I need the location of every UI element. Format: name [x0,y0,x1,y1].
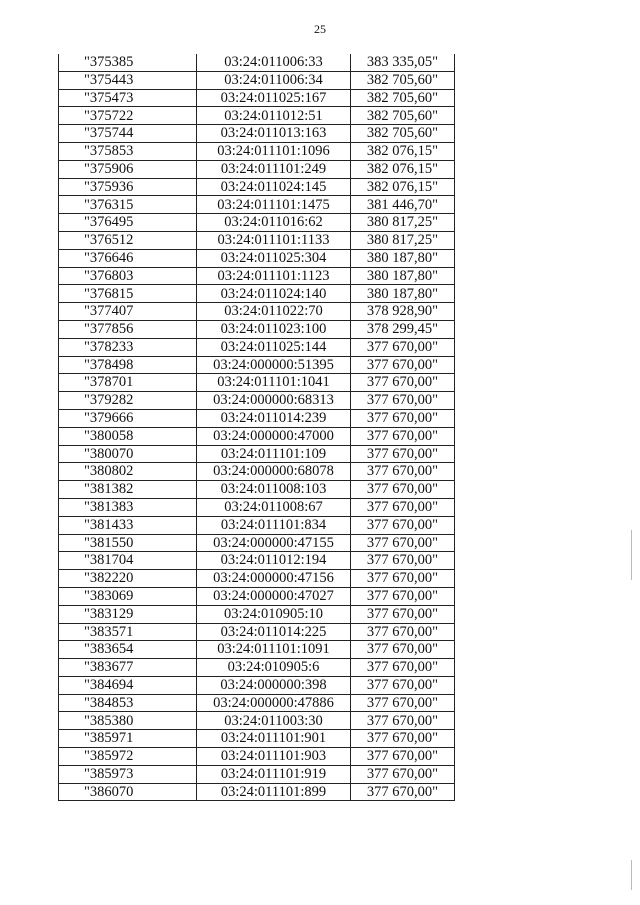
table-row [59,659,455,677]
table-row [59,534,455,552]
amount-cell: 382 076,15" [351,142,455,160]
cadastral-number-cell: 03:24:010905:6 [197,659,351,677]
table-row [59,694,455,712]
table-row [59,338,455,356]
cadastral-number-cell: 03:24:000000:47886 [197,694,351,712]
code-cell: "375853 [59,142,197,160]
amount-cell: 377 670,00" [351,783,455,801]
cadastral-number-cell: 03:24:011025:144 [197,338,351,356]
amount-cell: 382 705,60" [351,71,455,89]
amount-cell: 377 670,00" [351,374,455,392]
cadastral-number-cell: 03:24:011101:901 [197,730,351,748]
table-row [59,481,455,499]
amount-cell: 377 670,00" [351,623,455,641]
table-row [59,285,455,303]
amount-cell: 383 335,05" [351,54,455,71]
code-cell: "381383 [59,498,197,516]
cadastral-number-cell: 03:24:011101:834 [197,516,351,534]
table-row [59,107,455,125]
code-cell: "377856 [59,320,197,338]
code-cell: "375443 [59,71,197,89]
cadastral-number-cell: 03:24:011003:30 [197,712,351,730]
table-row [59,552,455,570]
code-cell: "376512 [59,231,197,249]
scan-edge-mark [631,860,632,890]
amount-cell: 381 446,70" [351,196,455,214]
code-cell: "375936 [59,178,197,196]
table-row [59,356,455,374]
table-row [59,463,455,481]
amount-cell: 377 670,00" [351,765,455,783]
table-row [59,748,455,766]
code-cell: "375473 [59,89,197,107]
code-cell: "376495 [59,214,197,232]
table-row [59,142,455,160]
amount-cell: 378 928,90" [351,303,455,321]
table-row [59,587,455,605]
amount-cell: 377 670,00" [351,552,455,570]
table-row [59,641,455,659]
code-cell: "379282 [59,392,197,410]
code-cell: "383571 [59,623,197,641]
amount-cell: 377 670,00" [351,748,455,766]
amount-cell: 377 670,00" [351,356,455,374]
cadastral-number-cell: 03:24:011101:1475 [197,196,351,214]
cadastral-number-cell: 03:24:000000:47155 [197,534,351,552]
cadastral-number-cell: 03:24:011024:145 [197,178,351,196]
code-cell: "375744 [59,125,197,143]
cadastral-number-cell: 03:24:010905:10 [197,605,351,623]
cadastral-number-cell: 03:24:011012:194 [197,552,351,570]
code-cell: "384853 [59,694,197,712]
table-row [59,231,455,249]
cadastral-number-cell: 03:24:011101:1041 [197,374,351,392]
data-table-container [58,54,455,801]
cadastral-number-cell: 03:24:011014:225 [197,623,351,641]
table-row [59,196,455,214]
amount-cell: 377 670,00" [351,338,455,356]
code-cell: "380058 [59,427,197,445]
table-row [59,392,455,410]
table-row [59,267,455,285]
code-cell: "378701 [59,374,197,392]
amount-cell: 380 187,80" [351,249,455,267]
table-body [59,54,455,801]
code-cell: "380802 [59,463,197,481]
cadastral-number-cell: 03:24:000000:51395 [197,356,351,374]
table-row [59,498,455,516]
code-cell: "383654 [59,641,197,659]
table-row [59,623,455,641]
table-row [59,445,455,463]
table-row [59,605,455,623]
amount-cell: 380 817,25" [351,214,455,232]
code-cell: "385380 [59,712,197,730]
cadastral-number-cell: 03:24:011101:1091 [197,641,351,659]
cadastral-number-cell: 03:24:011006:33 [197,54,351,71]
code-cell: "380070 [59,445,197,463]
amount-cell: 377 670,00" [351,730,455,748]
cadastral-number-cell: 03:24:011101:1096 [197,142,351,160]
table-row [59,178,455,196]
cadastral-number-cell: 03:24:011101:1133 [197,231,351,249]
code-cell: "377407 [59,303,197,321]
amount-cell: 380 817,25" [351,231,455,249]
cadastral-number-cell: 03:24:011024:140 [197,285,351,303]
amount-cell: 377 670,00" [351,694,455,712]
amount-cell: 377 670,00" [351,498,455,516]
code-cell: "375906 [59,160,197,178]
cadastral-number-cell: 03:24:011014:239 [197,409,351,427]
code-cell: "385972 [59,748,197,766]
amount-cell: 380 187,80" [351,267,455,285]
amount-cell: 377 670,00" [351,409,455,427]
table-row [59,570,455,588]
amount-cell: 377 670,00" [351,445,455,463]
table-row [59,427,455,445]
table-row [59,125,455,143]
code-cell: "381382 [59,481,197,499]
cadastral-number-cell: 03:24:011101:109 [197,445,351,463]
amount-cell: 378 299,45" [351,320,455,338]
cadastral-number-cell: 03:24:000000:47156 [197,570,351,588]
cadastral-number-cell: 03:24:011016:62 [197,214,351,232]
amount-cell: 382 705,60" [351,89,455,107]
table-row [59,249,455,267]
code-cell: "385973 [59,765,197,783]
code-cell: "378233 [59,338,197,356]
amount-cell: 382 705,60" [351,107,455,125]
amount-cell: 377 670,00" [351,427,455,445]
cadastral-number-cell: 03:24:011101:903 [197,748,351,766]
code-cell: "385971 [59,730,197,748]
cadastral-number-cell: 03:24:011006:34 [197,71,351,89]
code-cell: "383129 [59,605,197,623]
cadastral-number-cell: 03:24:011101:899 [197,783,351,801]
amount-cell: 377 670,00" [351,516,455,534]
cadastral-number-cell: 03:24:011008:67 [197,498,351,516]
amount-cell: 377 670,00" [351,534,455,552]
amount-cell: 377 670,00" [351,712,455,730]
code-cell: "383069 [59,587,197,605]
code-cell: "381433 [59,516,197,534]
amount-cell: 377 670,00" [351,570,455,588]
cadastral-number-cell: 03:24:011101:919 [197,765,351,783]
cadastral-number-cell: 03:24:011101:1123 [197,267,351,285]
table-row [59,374,455,392]
code-cell: "376803 [59,267,197,285]
table-row [59,71,455,89]
cadastral-number-cell: 03:24:011012:51 [197,107,351,125]
amount-cell: 377 670,00" [351,463,455,481]
amount-cell: 377 670,00" [351,481,455,499]
table-row [59,54,455,71]
code-cell: "386070 [59,783,197,801]
table-row [59,214,455,232]
table-row [59,89,455,107]
cadastral-number-cell: 03:24:000000:47000 [197,427,351,445]
table-row [59,303,455,321]
cadastral-number-cell: 03:24:011101:249 [197,160,351,178]
code-cell: "379666 [59,409,197,427]
code-cell: "378498 [59,356,197,374]
table-row [59,783,455,801]
amount-cell: 377 670,00" [351,641,455,659]
amount-cell: 377 670,00" [351,659,455,677]
amount-cell: 382 705,60" [351,125,455,143]
cadastral-number-cell: 03:24:011023:100 [197,320,351,338]
code-cell: "376646 [59,249,197,267]
cadastral-number-cell: 03:24:000000:47027 [197,587,351,605]
amount-cell: 377 670,00" [351,605,455,623]
amount-cell: 382 076,15" [351,178,455,196]
amount-cell: 380 187,80" [351,285,455,303]
table-row [59,160,455,178]
code-cell: "381550 [59,534,197,552]
cadastral-number-cell: 03:24:011013:163 [197,125,351,143]
code-cell: "384694 [59,676,197,694]
table-row [59,730,455,748]
cadastral-number-cell: 03:24:000000:68078 [197,463,351,481]
cadastral-number-cell: 03:24:011008:103 [197,481,351,499]
table-row [59,409,455,427]
code-cell: "376815 [59,285,197,303]
data-table [58,54,455,801]
amount-cell: 377 670,00" [351,392,455,410]
cadastral-number-cell: 03:24:011025:167 [197,89,351,107]
scan-edge-mark [631,530,632,580]
amount-cell: 382 076,15" [351,160,455,178]
page-number: 25 [314,22,326,36]
code-cell: "382220 [59,570,197,588]
code-cell: "375722 [59,107,197,125]
table-row [59,765,455,783]
code-cell: "381704 [59,552,197,570]
table-row [59,516,455,534]
cadastral-number-cell: 03:24:011022:70 [197,303,351,321]
code-cell: "383677 [59,659,197,677]
cadastral-number-cell: 03:24:011025:304 [197,249,351,267]
amount-cell: 377 670,00" [351,587,455,605]
code-cell: "375385 [59,54,197,71]
code-cell: "376315 [59,196,197,214]
cadastral-number-cell: 03:24:000000:68313 [197,392,351,410]
amount-cell: 377 670,00" [351,676,455,694]
table-row [59,712,455,730]
cadastral-number-cell: 03:24:000000:398 [197,676,351,694]
table-row [59,676,455,694]
table-row [59,320,455,338]
